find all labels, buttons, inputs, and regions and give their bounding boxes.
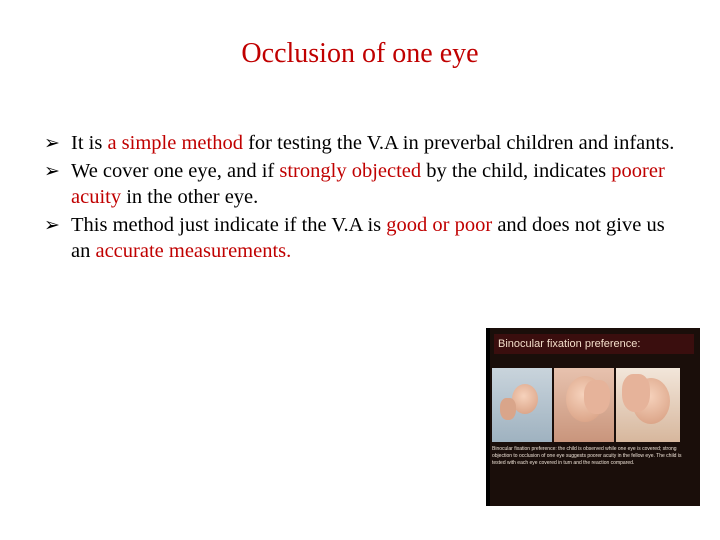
highlighted-text: poorer acuity: [71, 160, 665, 208]
slide-title: Occlusion of one eye: [241, 38, 479, 69]
photo-panel-occlusion-right: [616, 368, 680, 442]
photo-caption: Binocular fixation preference: the child is observed while one eye is covered; strong objection to occlusion of one eye suggests poorer acuity in the fellow eye. The child is tested with each eye covered in turn and the reaction compared.: [492, 446, 682, 466]
photo-panel-examiner: [492, 368, 552, 442]
covering-hand: [622, 374, 650, 412]
photo-panel-occlusion-left: [554, 368, 614, 442]
bullet-text: It is: [71, 132, 108, 154]
highlighted-text: good or poor: [386, 214, 493, 236]
bullet-item: [44, 130, 684, 156]
bullet-item: [44, 212, 684, 264]
right-arrow-bullet-icon: ➢: [44, 214, 60, 236]
bullet-list: [44, 130, 684, 266]
highlighted-text: strongly objected: [279, 160, 422, 182]
bullet-text: We cover one eye, and if: [71, 160, 280, 182]
bullet-text: by the child, indicates: [421, 160, 612, 182]
highlighted-text: accurate measurements.: [95, 240, 292, 262]
photo-heading: Binocular fixation preference:: [494, 334, 694, 354]
highlighted-text: a simple method: [107, 132, 243, 154]
right-arrow-bullet-icon: ➢: [44, 132, 60, 154]
photo-border: [486, 328, 490, 506]
covering-hand: [584, 380, 610, 414]
examiner-hand: [500, 398, 516, 420]
bullet-item: [44, 158, 684, 210]
right-arrow-bullet-icon: ➢: [44, 160, 60, 182]
binocular-fixation-photo: [486, 328, 700, 506]
bullet-text: for testing the V.A in preverbal children and infants.: [242, 132, 675, 154]
bullet-text: and does not give us an: [71, 214, 665, 262]
bullet-text: in the other eye.: [121, 186, 259, 208]
bullet-text: This method just indicate if the V.A is: [71, 214, 387, 236]
